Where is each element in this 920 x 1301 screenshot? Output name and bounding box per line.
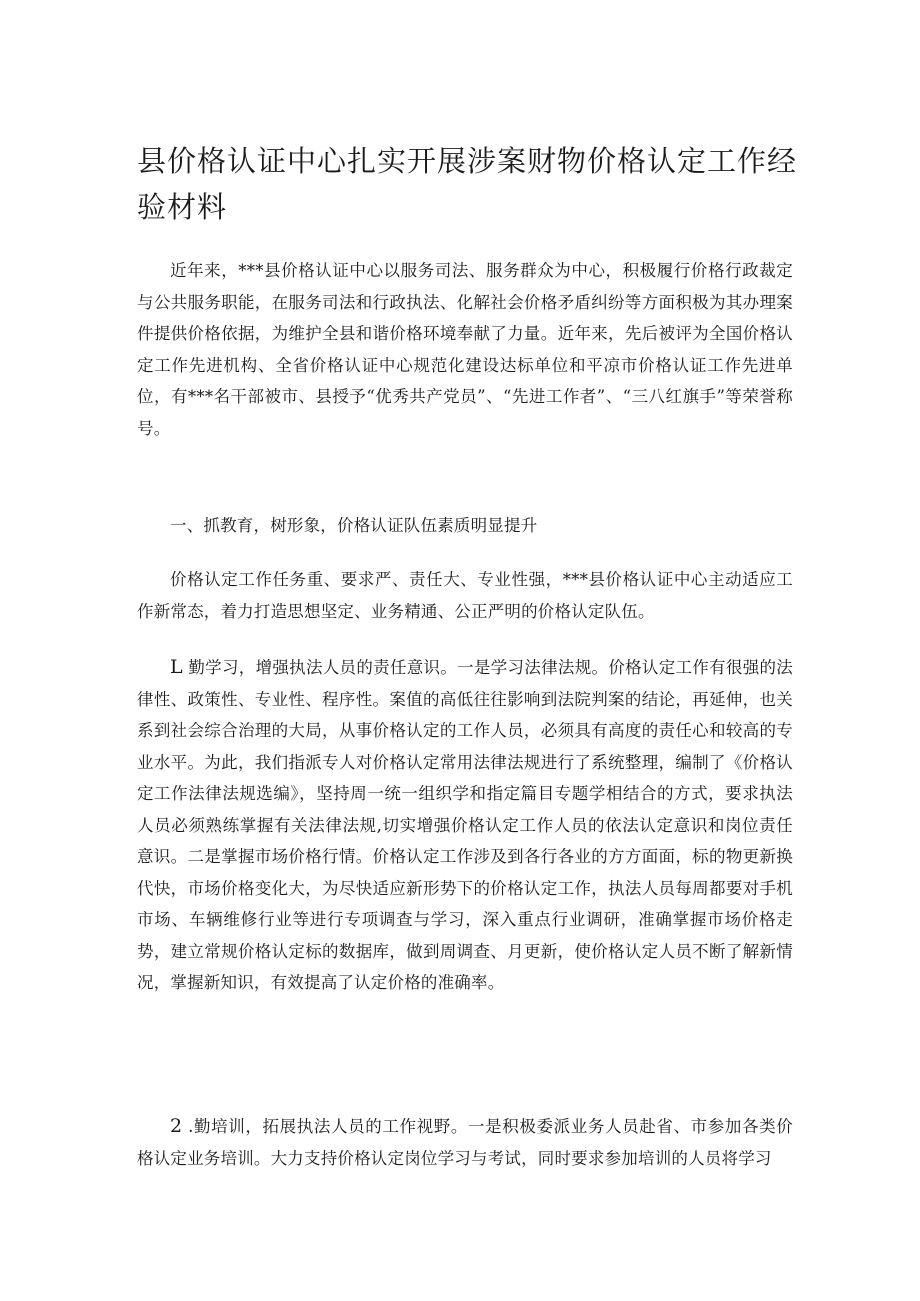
item-1-number: L [170, 656, 183, 678]
item-2-paragraph [137, 1111, 793, 1174]
section-1-intro-paragraph: 价格认定工作任务重、要求严、责任大、专业性强，***县价格认证中心主动适应工作新常态，着力打造思想坚定、业务精通、公正严明的价格认定队伍。 [137, 570, 793, 621]
item-1-paragraph [137, 652, 793, 999]
item-2-number: 2 [170, 1115, 183, 1137]
intro-paragraph: 近年来，***县价格认证中心以服务司法、服务群众为中心，积极履行价格行政裁定与公共服务职能，在服务司法和行政执法、化解社会价格矛盾纠纷等方面积极为其办理案件提供价格依据，为维护全县和谐价格环境奉献了力量。近年来，先后被评为全国价格认定工作先进机构、全省价格认证中心规范化建设达标单位和平凉市价格认证工作先进单位，有***名干部被市、县授予“优秀共产党员”、“先进工作者”、“三八红旗手”等荣誉称号。 [137, 261, 793, 438]
item-1-text: 勤学习，增强执法人员的责任意识。一是学习法律法规。价格认定工作有很强的法律性、政策性、专业性、程序性。案值的高低往往影响到法院判案的结论，再延伸，也关系到社会综合治理的大局，从事价格认定的工作人员，必须具有高度的责任心和较高的专业水平。为此，我们指派专人对价格认定常用法律法规进行了系统整理，编制了《价格认定工作法律法规选编》，坚持周一统一组织学和指定篇目专题学相结合的方式，要求执法人员必须熟练掌握有关法律法规,切实增强价格认定工作人员的依法认定意识和岗位责任意识。二是掌握市场价格行情。价格认定工作涉及到各行各业的方方面面，标的物更新换代快，市场价格变化大，为尽快适应新形势下的价格认定工作，执法人员每周都要对手机市场、车辆维修行业等进行专项调查与学习，深入重点行业调研，准确掌握市场价格走势，建立常规价格认定标的数据库，做到周调查、月更新，使价格认定人员不断了解新情况，掌握新知识，有效提高了认定价格的准确率。 [137, 658, 793, 992]
document-title: 县价格认证中心扎实开展涉案财物价格认定工作经验材料 [137, 144, 798, 224]
section-heading-1: 一、抓教育，树形象，价格认证队伍素质明显提升 [170, 516, 538, 535]
item-2-text: .勤培训，拓展执法人员的工作视野。一是积极委派业务人员赴省、市参加各类价格认定业务培训。大力支持价格认定岗位学习与考试，同时要求参加培训的人员将学习 [137, 1117, 793, 1168]
